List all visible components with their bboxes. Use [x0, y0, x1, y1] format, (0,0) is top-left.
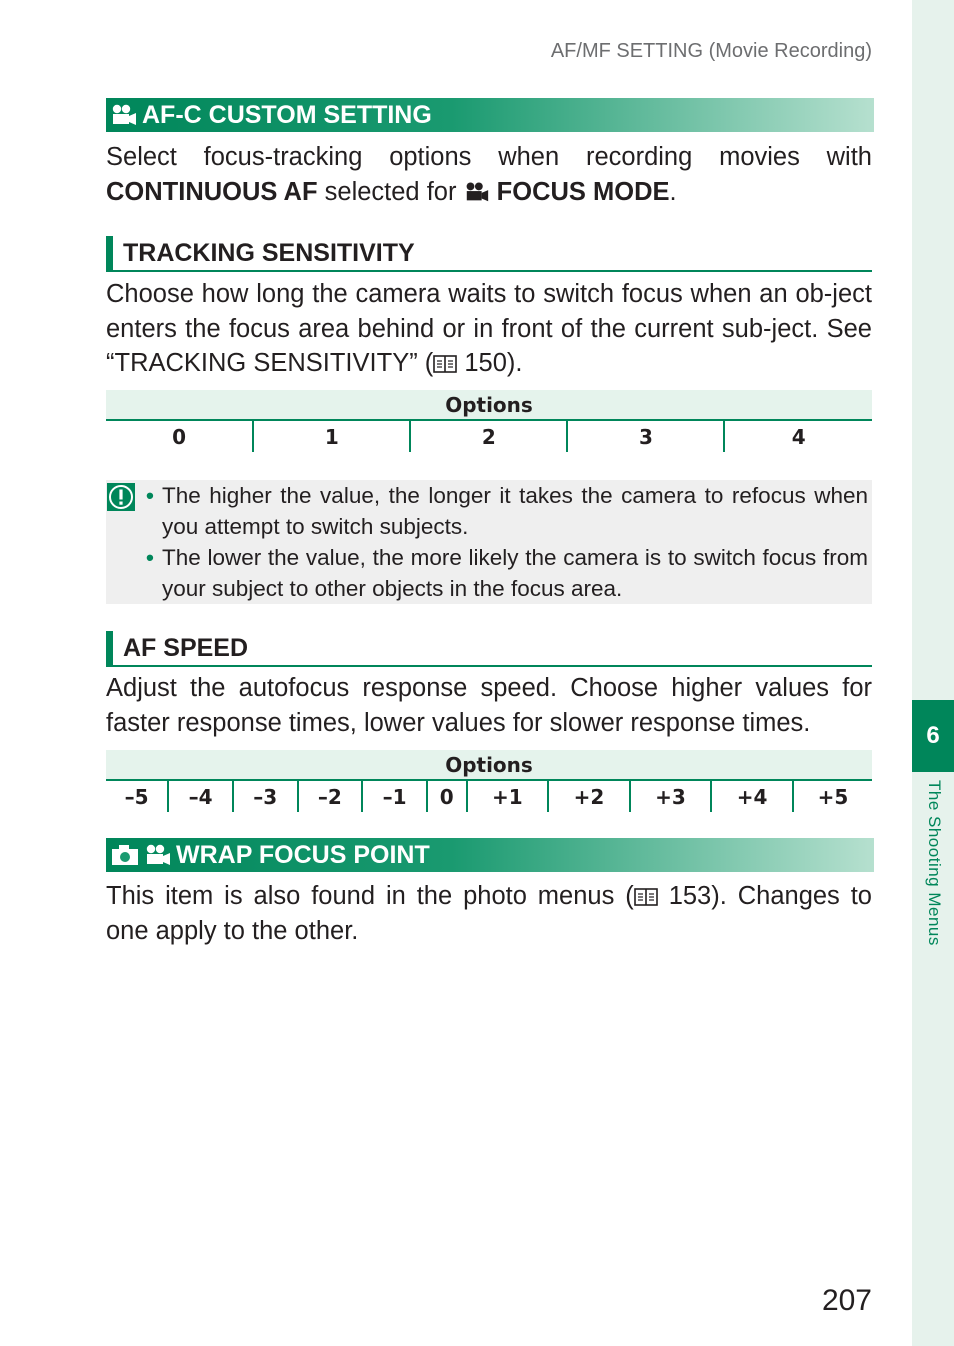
note-item: • The higher the value, the longer it takes the camera to refocus when you attempt to switch subjects. — [146, 483, 868, 539]
intro-bold-focus-mode: FOCUS MODE — [496, 177, 670, 206]
option-cell: 1 — [253, 420, 410, 452]
wrap-body-end: ). Changes to one apply to the other. — [106, 882, 872, 945]
note-text: The lower the value, the more likely the camera is to switch focus from your subject to other objects in the focus area. — [162, 545, 868, 601]
option-cell: –1 — [362, 780, 427, 812]
chapter-side-tab — [912, 0, 954, 1346]
note-box — [106, 480, 872, 604]
page-number: 207 — [821, 1284, 872, 1317]
option-cell: –4 — [168, 780, 233, 812]
option-cell: +4 — [711, 780, 793, 812]
option-cell: 0 — [427, 780, 467, 812]
options-header: Options — [106, 750, 872, 780]
still-camera-icon — [110, 844, 140, 866]
book-reference-icon — [433, 354, 457, 374]
note-list — [146, 480, 868, 604]
caution-icon — [106, 482, 136, 512]
movie-camera-icon — [144, 844, 172, 866]
section-intro — [106, 140, 872, 209]
option-cell: 0 — [106, 420, 253, 452]
options-header: Options — [106, 390, 872, 420]
note-text: The higher the value, the longer it takes the camera to refocus when you attempt to switch subjects. — [162, 483, 868, 539]
page-reference: 150 — [464, 349, 507, 377]
book-reference-icon — [634, 887, 658, 907]
intro-end: . — [669, 177, 677, 206]
option-cell: +2 — [548, 780, 630, 812]
af-speed-description: Adjust the autofocus response speed. Choose higher values for faster response times, lower values for slower response times. — [106, 674, 872, 737]
option-cell: –2 — [298, 780, 363, 812]
chapter-number: 6 — [912, 700, 954, 772]
option-cell: 2 — [410, 420, 567, 452]
option-cell: +3 — [630, 780, 712, 812]
tracking-options-table — [106, 390, 872, 452]
running-head: AF/MF SETTING (Movie Recording) — [550, 40, 872, 62]
section-band-wrap-focus-point — [106, 838, 874, 872]
intro-text: Select focus-tracking options when recording movies with — [106, 143, 872, 171]
section-title: AF-C CUSTOM SETTING — [142, 101, 432, 129]
page-reference: 153 — [668, 882, 712, 910]
option-cell: 4 — [724, 420, 872, 452]
section-band-af-c-custom-setting — [106, 98, 874, 132]
movie-camera-icon — [464, 181, 490, 203]
wrap-focus-description — [106, 879, 872, 948]
tracking-description — [106, 277, 872, 381]
subheading-af-speed: AF SPEED — [106, 631, 872, 667]
option-cell: 3 — [567, 420, 724, 452]
option-cell: +1 — [467, 780, 549, 812]
intro-text-b: selected for — [324, 177, 457, 206]
note-item: • The lower the value, the more likely the camera is to switch focus from your subject to other objects in the focus area. — [146, 545, 868, 601]
movie-camera-icon — [110, 104, 138, 126]
af-speed-options-table — [106, 750, 872, 812]
tracking-body-end: ). — [506, 349, 523, 377]
wrap-body: This item is also found in the photo menus ( — [106, 882, 634, 910]
tracking-body: Choose how long the camera waits to switch focus when an ob-ject enters the focus area behind or in front of the current sub-ject. See “TRACKING SENSITIVITY” ( — [106, 280, 872, 377]
option-cell: –5 — [106, 780, 168, 812]
intro-bold-continuous-af: CONTINUOUS AF — [106, 177, 318, 206]
chapter-title: The Shooting Menus — [925, 780, 944, 946]
section-title: WRAP FOCUS POINT — [176, 841, 430, 869]
subheading-tracking-sensitivity: TRACKING SENSITIVITY — [106, 236, 872, 272]
option-cell: +5 — [793, 780, 872, 812]
option-cell: –3 — [233, 780, 298, 812]
